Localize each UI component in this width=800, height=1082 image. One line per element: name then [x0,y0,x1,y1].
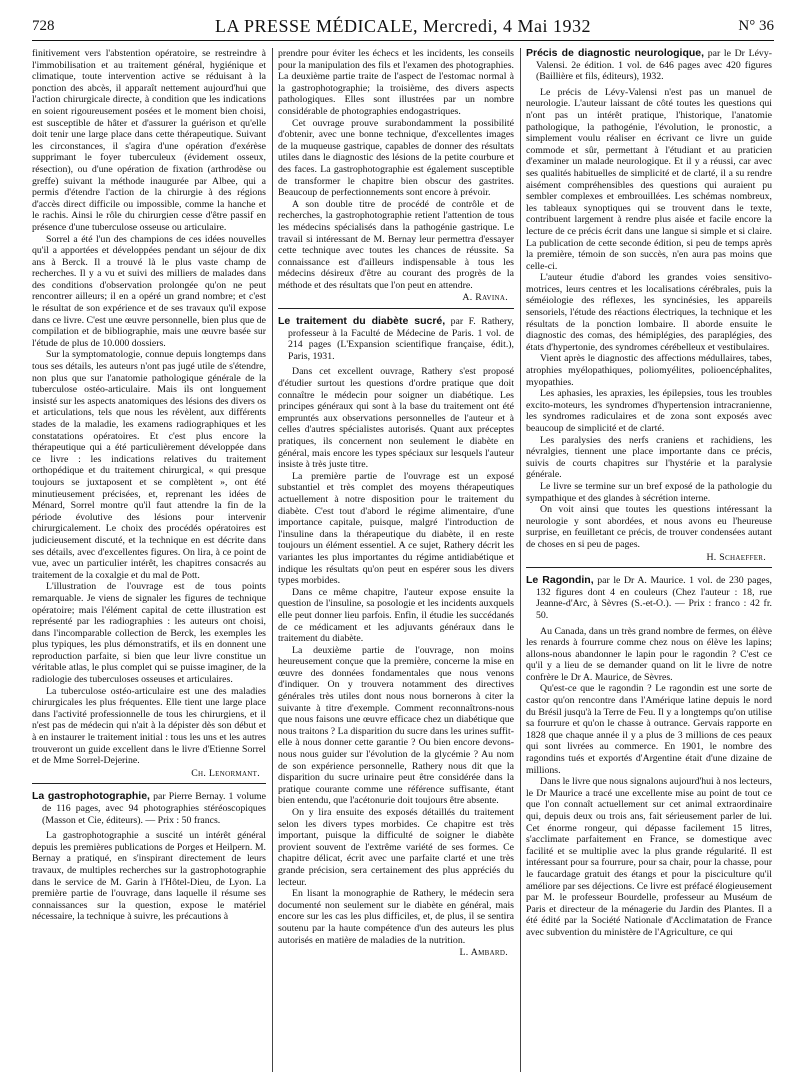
review-title: La gastrophotographie, [32,790,150,803]
review-heading [278,316,514,362]
column-divider [520,48,521,1072]
column-divider [272,48,273,1072]
review-separator [32,783,266,784]
review-title: Le traitement du diabète sucré, [278,315,446,328]
paragraph: L'illustration de l'ouvrage est de tous points remarquable. Je viens de signaler les figures de technique opératoire; mais l'élément capital de cette illustration est représenté par les radiographies : les auteurs ont choisi, dans l'incomparable collection de Berck, les exemples les plus typiques, les plus démonstratifs, et ils en donnent une reproduction parfaite, si bien que leur livre constitue un véritable atlas, le plus complet qui se puisse imaginer, de la radiologie des tuberculoses osseuses et articulaires. [32,581,266,686]
paragraph: Dans le livre que nous signalons aujourd'hui à nos lecteurs, le Dr Maurice a tracé une excellente mise au point de tout ce que l'on connaît actuellement sur cet animal extraordinaire qui, depuis deux ou trois ans, fait sérieusement parler de lui. Cet énorme rongeur, qui dépasse facilement 15 litres, s'acclimate parfaitement en France, se domestique avec facilité et se multiplie avec la plus grande régularité. Il est intéressant pour sa fourrure, pour sa chair, pour la chasse, pour le faucardage gratuit des étangs et pour la pisciculture qu'il améliore par ses déjections. Ce livre est préfacé élogieusement par M. le professeur Bourdelle, professeur au Muséum de Paris et directeur de la ménagerie du Jardin des Plantes. Il a été édité par la Société Nationale d'Acclimatation de France avec subvention du ministère de l'Agriculture, ce qui [526,776,772,938]
paragraph: Sorrel a été l'un des champions de ces idées nouvelles qu'il a apportées et développées pendant un séjour de dix ans à Berck. Il a trouvé là le plus vaste champ de recherches. Il y a vu et suivi des milliers de malades dans des conditions d'observation prolongée qu'on ne peut rencontrer ailleurs; il en a opéré un grand nombre; et c'est le résultat de son expérience et de ses travaux qu'il expose dans ce livre. C'est une œuvre personnelle, bien plus que de compilation et de bibliographie, mais une œuvre basée sur l'étude de plus de 10.000 dossiers. [32,233,266,349]
paragraph: La gastrophotographie a suscité un intérêt général depuis les premières publications de Porges et Heilpern. M. Bernay a pratiqué, en s'inspirant directement de leurs travaux, de multiples recherches sur la gastrophotographie dans le service de M. Garin à l'Hôtel-Dieu, de Lyon. La première partie de l'ouvrage, dans laquelle il résume ses connaissances sur la question, expose le matériel nécessaire, la technique à suivre, les précautions à [32,830,266,923]
review-meta: par F. Rathery, professeur à la Faculté de Médecine de Paris. 1 vol. de 214 pages (L'Expansion scientifique française, édit.), Paris, 1931. [288,316,514,362]
paragraph: Au Canada, dans un très grand nombre de fermes, on élève les renards à fourrure comme chez nous on élève les lapins; allons-nous abandonner le lapin pour le ragondin ? C'est ce qu'il y a lieu de se demander quand on lit le livre de notre confrère le Dr A. Maurice, de Sèvres. [526,625,772,683]
journal-title: LA PRESSE MÉDICALE, Mercredi, 4 Mai 1932 [215,16,591,36]
review-signature: A. Ravina. [462,292,508,304]
review-title: Précis de diagnostic neurologique, [526,48,705,59]
paragraph: La tuberculose ostéo-articulaire est une des maladies chirurgicales les plus fréquentes. Elle tient une large place dans l'activité professionnelle de tous les chirurgiens, et il n'est pas de médecin qui n'ait à la dépister dès son début et à en instaurer le traitement initial : tous les uns et les autres trouveront un guide excellent dans le livre d'Etienne Sorrel et de Mme Sorrel-Dejerine. [32,685,266,767]
paragraph: On voit ainsi que toutes les questions intéressant la neurologie y sont abordées, et nous avons eu l'heureuse surprise, en feuilletant ce précis, de trouver condensées autant de choses en si peu de pages. [526,504,772,550]
paragraph: Dans ce même chapitre, l'auteur expose ensuite la question de l'insuline, sa posologie et les incidents auxquels elle peut donner lieu parfois. Enfin, il étudie les succédanés de ce médicament et les adjuvants généraux dans le traitement du diabète. [278,586,514,645]
review-heading [526,48,772,83]
review-signature: H. Schaeffer. [706,551,766,563]
issue-number: N° 36 [738,18,774,34]
review-meta: par Pierre Bernay. 1 volume de 116 pages, avec 94 photographies stéréoscopiques (Masson et Cie, éditeurs). — Prix : 50 francs. [42,791,266,826]
review-separator [526,567,772,568]
review-meta: par le Dr Lévy-Valensi. 2e édition. 1 vol. de 646 pages avec 420 figures (Baillière et fils, éditeurs), 1932. [536,48,772,83]
review-title: Le Ragondin, [526,574,594,587]
review-signature: Ch. Lenormant. [191,767,260,779]
paragraph: Le livre se termine sur un bref exposé de la pathologie du sympathique et des glandes à sécrétion interne. [526,480,772,504]
page-header [32,14,774,41]
paragraph: A son double titre de procédé de contrôle et de recherches, la gastrophotographie retient l'attention de tous les médecins spécialisés dans la pathogénie gastrique. Le travail si intéressant de M. Bernay leur permettra d'essayer cette technique avec toutes les chances de réussite. Sa connaissance est d'ailleurs indispensable à tous les médecins désireux d'être au courant des progrès de la méthode et des résultats que l'on peut en attendre. [278,198,514,291]
paragraph: Le précis de Lévy-Valensi n'est pas un manuel de neurologie. L'auteur laissant de côté toutes les questions qui n'ont pas un intérêt pratique, l'historique, l'anatomie pathologique, la pathogénie, l'évolution, le pronostic, a simplement voulu réaliser en écrivant ce livre un guide commode et sûr, permettant à l'étudiant et au praticien d'examiner un malade neurologique. Et il y a réussi, car avec ses qualités habituelles de simplicité et de clarté, il a su rendre aisément compréhensibles des questions qui auraient pu sembler complexes et embrouillées. Les schémas nombreux, les tableaux synoptiques qui se trouvent dans le texte, contribuent largement à rendre plus aisée et facile encore la lecture de ce précis écrit dans une langue si simple et si claire. La publication de cette seconde édition, si peu de temps après la première, témoin de son succès, n'en aura pas moins que celle-ci. [526,86,772,272]
paragraph: La deuxième partie de l'ouvrage, non moins heureusement conçue que la première, concerne la mise en œuvre des données fondamentales que nous venons d'indiquer. On y trouvera notamment des directives générales très utiles dont nous nous bornerons à citer la suivante à titre d'exemple. Comment reconnaîtrons-nous que nous faisons une œuvre efficace chez un diabétique que nous traitons ? La disparition du sucre dans les urines suffit-elle à nous donner cette garantie ? Ou bien encore devons-nous nous guider sur l'évolution de la glycémie ? Au nom de son expérience personnelle, Rathery nous dit que la disparition du sucre urinaire peut être considérée dans la pratique courante comme une référence suffisante, étant bien entendu, que l'acétonurie doit toujours être absente. [278,644,514,807]
review-meta: par le Dr A. Maurice. 1 vol. de 230 pages, 132 figures dont 4 en couleurs (Chez l'auteur : 18, rue Jeanne-d'Arc, à Sèvres (S.-et-O.). — Prix : franco : 42 fr. 50. [536,575,772,621]
paragraph: On y lira ensuite des exposés détaillés du traitement selon les divers types morbides. Ce chapitre est très important, puisque la difficulté de soigner le diabète provient souvent de l'extrême variété de ses formes. Ce chapitre délicat, écrit avec une parfaite clarté et une très grande précision, sera certainement des plus appréciés du lecteur. [278,807,514,888]
paragraph: Les paralysies des nerfs craniens et rachidiens, les névralgies, tiennent une place importante dans ce précis, suivis de courts chapitres sur l'hystérie et la paralysie générale. [526,434,772,481]
paragraph: En lisant la monographie de Rathery, le médecin sera documenté non seulement sur le diabète en général, mais encore sur les cas les plus difficiles, et, de plus, il se sentira soutenu par la haute compétence d'un des auteurs les plus autorisés en matière de maladies de la nutrition. [278,888,514,946]
paragraph: Vient après le diagnostic des affections médullaires, tabes, atrophies myélopathiques, poliomyélites, polioencéphalites, myopathies. [526,353,772,388]
paragraph: L'auteur étudie d'abord les grandes voies sensitivo-motrices, leurs centres et les localisations cérébrales, puis la séméiologie des réflexes, les syncinésies, les appareils sensoriels, l'étude des réactions électriques, la technique et les résultats de la ponction lombaire. Il aborde ensuite le diagnostic des comas, des hémiplégies, des paraplégies, des états d'hypertonie, des syndromes cérébelleux et vestibulaires. [526,272,772,353]
paragraph: La première partie de l'ouvrage est un exposé substantiel et très complet des moyens thérapeutiques actuellement à notre disposition pour le traitement du diabète. C'est tout d'abord le régime alimentaire, d'une importance capitale, puisque, malgré l'introduction de l'insuline dans la thérapeutique du diabète, il en reste toujours un élément essentiel. A ce sujet, Rathery décrit les variantes les plus importantes du régime antidiabétique et indique les résultats qu'on peut en espérer sous les divers types morbides. [278,470,514,587]
column-3 [526,48,772,1074]
column-1 [32,48,266,1074]
paragraph: Les aphasies, les apraxies, les épilepsies, tous les troubles excito-moteurs, les syndromes d'hypertension intracranienne, les syndromes radiculaires et de zona sont exposés avec beaucoup de simplicité et de clarté. [526,388,772,434]
review-heading [32,791,266,826]
paragraph: Qu'est-ce que le ragondin ? Le ragondin est une sorte de castor qu'on rencontre dans l'Amérique latine depuis le nord du Brésil jusqu'à la Terre de Feu. Il y a longtemps qu'on utilise sa fourrure et qu'on le chasse à outrance. Gervais rapporte en 1828 que chaque année il y a plus de 3 millions de ces peaux qui sont livrées au commerce. En 1901, le nombre des ragondins tués et exportés d'Argentine était d'une dizaine de millions. [526,683,772,776]
review-separator [278,308,514,309]
page-number: 728 [32,18,55,34]
review-signature: L. Ambard. [459,947,508,959]
paragraph: prendre pour éviter les échecs et les incidents, les conseils pour la manipulation des fils et l'examen des photographies. La deuxième partie traite de l'aspect de l'estomac normal à la gastrophotographie; la troisième, des divers aspects pathologiques. Elles sont illustrées par un nombre considérable de photographies endogastriques. [278,48,514,117]
paragraph: Sur la symptomatologie, connue depuis longtemps dans tous ses détails, les auteurs n'ont pas jugé utile de s'étendre, non plus que sur l'anatomie pathologique générale de la tuberculose ostéo-articulaire. Mais ils ont longuement insisté sur les aspects anatomiques des lésions des divers os et articulations, tels que nous les révèlent, aux différents stades de la maladie, les examens radiographiques et les constatations opératoires. Et c'est plus encore la thérapeutique qui a été particulièrement développée dans ce livre : les indications relatives du traitement orthopédique et du traitement chirurgical, « qui presque toujours se juxtaposent et se complètent », ont été minutieusement précisées, et, reprenant les idées de Ménard, Sorrel montre qu'il faut attendre la fin de la période évolutive des lésions pour intervenir chirurgicalement. Le choix des procédés opératoires est judicieusement discuté, et la technique en est décrite dans ses détails, avec d'excellentes figures. On lira, à ce point de vue, avec un particulier intérêt, les chapitres consacrés au traitement de la coxalgie et du mal de Pott. [32,349,266,581]
column-2 [278,48,514,1074]
paragraph: Cet ouvrage prouve surabondamment la possibilité d'obtenir, avec une bonne technique, d'excellentes images de la muqueuse gastrique, capables de donner des résultats utiles dans le diagnostic des lésions de la petite courbure et des faces. La gastrophotographie est également susceptible de transformer le chapitre bien obscur des gastrites. Beaucoup de perfectionnements sont encore à prévoir. [278,117,514,199]
review-heading [526,575,772,621]
paragraph: finitivement vers l'abstention opératoire, se restreindre à l'immobilisation et au traitement général, hygiénique et climatique, toute intervention active se réduisant à la ponction des abcès, il apparaît nettement aujourd'hui que l'action chirurgicale directe, à condition que les indications en soient rigoureusement posées et le moment bien choisi, est susceptible de hâter et d'assurer la guérison et qu'elle doit tenir une large place dans cette thérapeutique. Suivant les circonstances, il s'agira d'une opération d'exérèse supprimant le foyer tuberculeux (évidement osseux, résection), ou d'une opération de fixation (arthrodèse ou greffe) suivant la méthode inaugurée par Albee, qui a permis d'étendre l'action de la chirurgie à des régions d'accès direct difficile ou impossible, comme la hanche et le rachis. Ainsi le rôle du chirurgien cesse d'être passif en présence d'une tuberculose osseuse ou articulaire. [32,48,266,233]
paragraph: Dans cet excellent ouvrage, Rathery s'est proposé d'étudier surtout les questions d'ordre pratique que doit connaître le médecin pour soigner un diabétique. Les principes généraux qui sont à la base du traitement ont été empruntés aux observations personnelles de l'auteur et à celles d'autres spécialistes autorisés. Quant aux préceptes pratiques, ils concernent non seulement le diabète en général, mais encore les types spéciaux sur lesquels l'auteur insiste à très juste titre. [278,366,514,471]
